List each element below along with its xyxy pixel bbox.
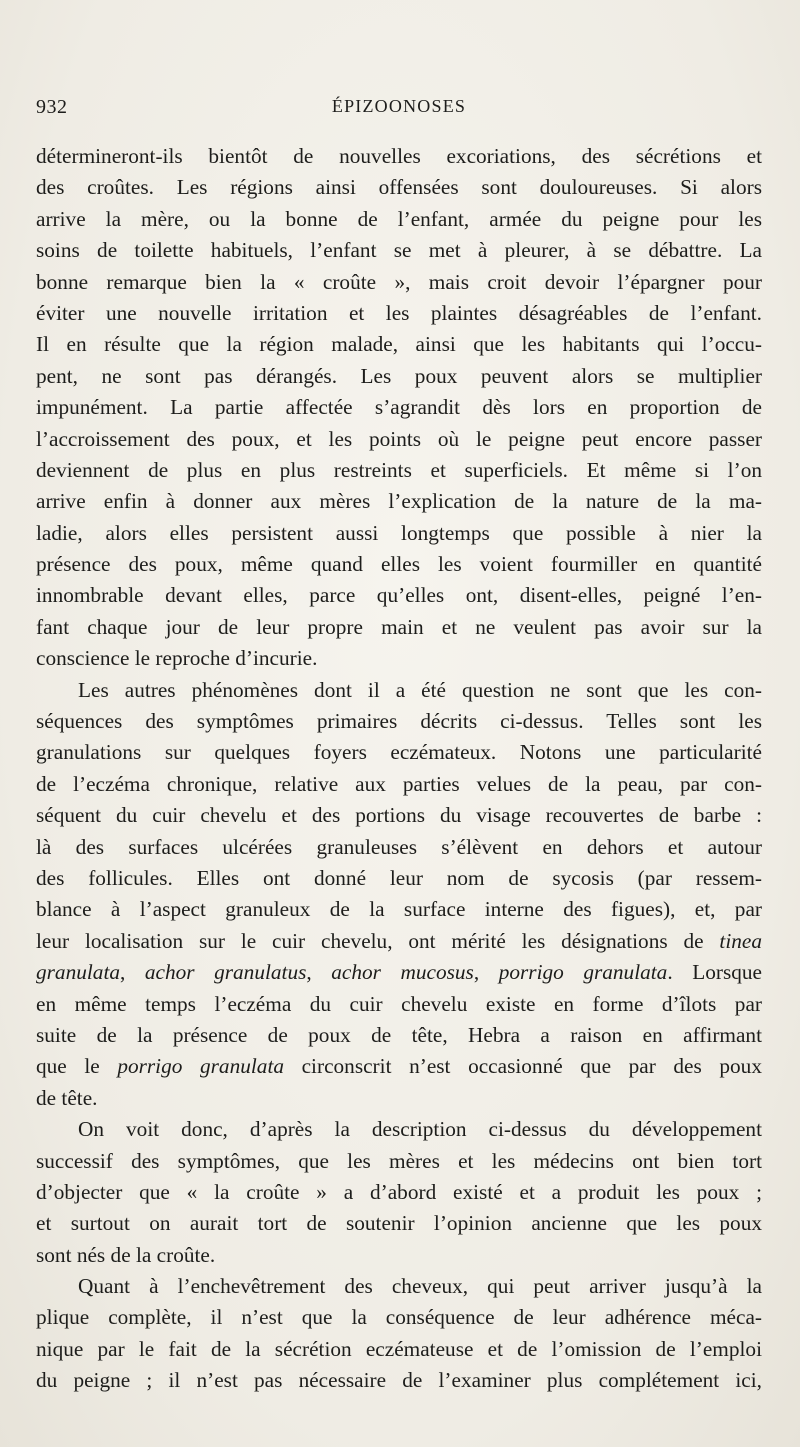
text-segment: arrive enfin à donner aux mères l’explication de la nature de la ma- xyxy=(36,489,762,514)
text-line xyxy=(36,329,762,360)
text-segment: du peigne ; il n’est pas nécessaire de l’examiner plus complétement ici, xyxy=(36,1368,762,1393)
text-segment: des croûtes. Les régions ainsi offensées sont douloureuses. Si alors xyxy=(36,175,762,200)
italic-term: porrigo granulata xyxy=(498,960,668,985)
text-segment: conscience le reproche d’incurie. xyxy=(36,646,318,671)
text-line xyxy=(36,204,762,235)
text-line xyxy=(36,800,762,831)
text-line xyxy=(36,1051,762,1082)
text-line xyxy=(36,580,762,611)
text-line xyxy=(36,1334,762,1365)
text-segment: des follicules. Elles ont donné leur nom de sycosis (par ressem- xyxy=(36,865,762,890)
text-line xyxy=(36,894,762,925)
body-text xyxy=(36,141,762,1397)
text-line xyxy=(36,1177,762,1208)
text-segment: d’objecter que « la croûte » a d’abord existé et a produit les poux ; xyxy=(36,1179,762,1204)
text-segment: , xyxy=(120,960,145,985)
text-segment: deviennent de plus en plus restreints et superficiels. Et même si l’on xyxy=(36,457,762,482)
text-segment: séquent du cuir chevelu et des portions du visage recouvertes de barbe : xyxy=(36,803,762,828)
text-line xyxy=(36,1208,762,1239)
text-line xyxy=(36,518,762,549)
text-line xyxy=(36,989,762,1020)
text-line xyxy=(36,172,762,203)
text-segment: pent, ne sont pas dérangés. Les poux peuvent alors se multiplier xyxy=(36,363,762,388)
text-segment: . Lorsque xyxy=(667,960,762,985)
text-line xyxy=(36,549,762,580)
text-segment: détermineront-ils bientôt de nouvelles excoriations, des sécrétions et xyxy=(36,144,762,168)
text-segment: plique complète, il n’est que la conséquence de leur adhérence méca- xyxy=(36,1305,762,1330)
text-line xyxy=(36,706,762,737)
text-line xyxy=(36,737,762,768)
text-line xyxy=(36,424,762,455)
text-line xyxy=(36,392,762,423)
text-line xyxy=(36,675,762,706)
text-segment: blance à l’aspect granuleux de la surface interne des figues), et, par xyxy=(36,897,762,922)
italic-term: achor mucosus xyxy=(331,960,474,985)
text-segment: , xyxy=(306,960,332,985)
text-segment: de l’eczéma chronique, relative aux parties velues de la peau, par con- xyxy=(36,771,762,796)
text-segment: soins de toilette habituels, l’enfant se met à pleurer, à se débattre. La xyxy=(36,238,762,263)
text-segment: présence des poux, même quand elles les voient fourmiller en quantité xyxy=(36,552,762,577)
text-segment: granulations sur quelques foyers eczémateux. Notons une particularité xyxy=(36,740,762,765)
text-segment: nique par le fait de la sécrétion eczémateuse et de l’omission de l’emploi xyxy=(36,1336,762,1361)
text-segment: leur localisation sur le cuir chevelu, ont mérité les désignations de xyxy=(36,928,720,953)
text-segment: suite de la présence de poux de tête, Hebra a raison en affirmant xyxy=(36,1022,762,1047)
text-segment: Les autres phénomènes dont il a été question ne sont que les con- xyxy=(78,677,762,702)
text-line xyxy=(36,455,762,486)
text-line xyxy=(36,1020,762,1051)
text-segment: fant chaque jour de leur propre main et ne veulent pas avoir sur la xyxy=(36,614,762,639)
text-line xyxy=(36,486,762,517)
text-line xyxy=(36,1083,762,1114)
text-segment: impunément. La partie affectée s’agrandit dès lors en proportion de xyxy=(36,395,762,420)
text-line xyxy=(36,235,762,266)
text-line xyxy=(36,769,762,800)
text-segment: arrive la mère, ou la bonne de l’enfant, armée du peigne pour les xyxy=(36,206,762,231)
text-line xyxy=(36,1271,762,1302)
text-line xyxy=(36,1365,762,1396)
text-line xyxy=(36,863,762,894)
italic-term: achor granulatus xyxy=(144,960,307,985)
italic-term: tinea xyxy=(719,928,762,953)
text-line xyxy=(36,267,762,298)
text-segment: ladie, alors elles persistent aussi longtemps que possible à nier la xyxy=(36,520,762,545)
text-line xyxy=(36,926,762,957)
text-segment: l’accroissement des poux, et les points où le peigne peut encore passer xyxy=(36,426,762,451)
text-line xyxy=(36,1240,762,1271)
text-segment: que le xyxy=(36,1054,118,1079)
italic-term: porrigo granulata xyxy=(117,1054,285,1079)
text-line xyxy=(36,612,762,643)
text-segment: On voit donc, d’après la description ci-dessus du développement xyxy=(78,1117,762,1142)
text-segment: en même temps l’eczéma du cuir chevelu existe en forme d’îlots par xyxy=(36,991,762,1016)
text-line xyxy=(36,1114,762,1145)
text-segment: Il en résulte que la région malade, ainsi que les habitants qui l’occu- xyxy=(36,332,762,357)
running-title: ÉPIZOONOSES xyxy=(331,96,467,116)
text-segment: , xyxy=(473,960,499,985)
text-segment: séquences des symptômes primaires décrits ci-dessus. Telles sont les xyxy=(36,709,762,734)
text-line xyxy=(36,361,762,392)
text-line xyxy=(36,957,762,988)
text-line xyxy=(36,1146,762,1177)
text-segment: innombrable devant elles, parce qu’elles ont, disent-elles, peigné l’en- xyxy=(36,583,762,608)
text-segment: circonscrit n’est occasionné que par des poux xyxy=(284,1054,762,1079)
text-segment: sont nés de la croûte. xyxy=(36,1242,216,1267)
text-segment: de tête. xyxy=(36,1085,98,1110)
text-line xyxy=(36,141,762,172)
text-segment: et surtout on aurait tort de soutenir l’opinion ancienne que les poux xyxy=(36,1211,762,1236)
text-line xyxy=(36,1302,762,1333)
text-segment: éviter une nouvelle irritation et les plaintes désagréables de l’enfant. xyxy=(36,300,762,325)
page-number: 932 xyxy=(36,96,68,118)
text-segment: Quant à l’enchevêtrement des cheveux, qui peut arriver jusqu’à la xyxy=(78,1274,762,1299)
text-line xyxy=(36,298,762,329)
text-segment: successif des symptômes, que les mères et les médecins ont bien tort xyxy=(36,1148,762,1173)
text-segment: là des surfaces ulcérées granuleuses s’élèvent en dehors et autour xyxy=(36,834,762,859)
text-line xyxy=(36,643,762,674)
running-head xyxy=(36,96,762,126)
italic-term: granulata xyxy=(36,960,121,985)
text-segment: bonne remarque bien la « croûte », mais croit devoir l’épargner pour xyxy=(36,269,762,294)
text-line xyxy=(36,832,762,863)
